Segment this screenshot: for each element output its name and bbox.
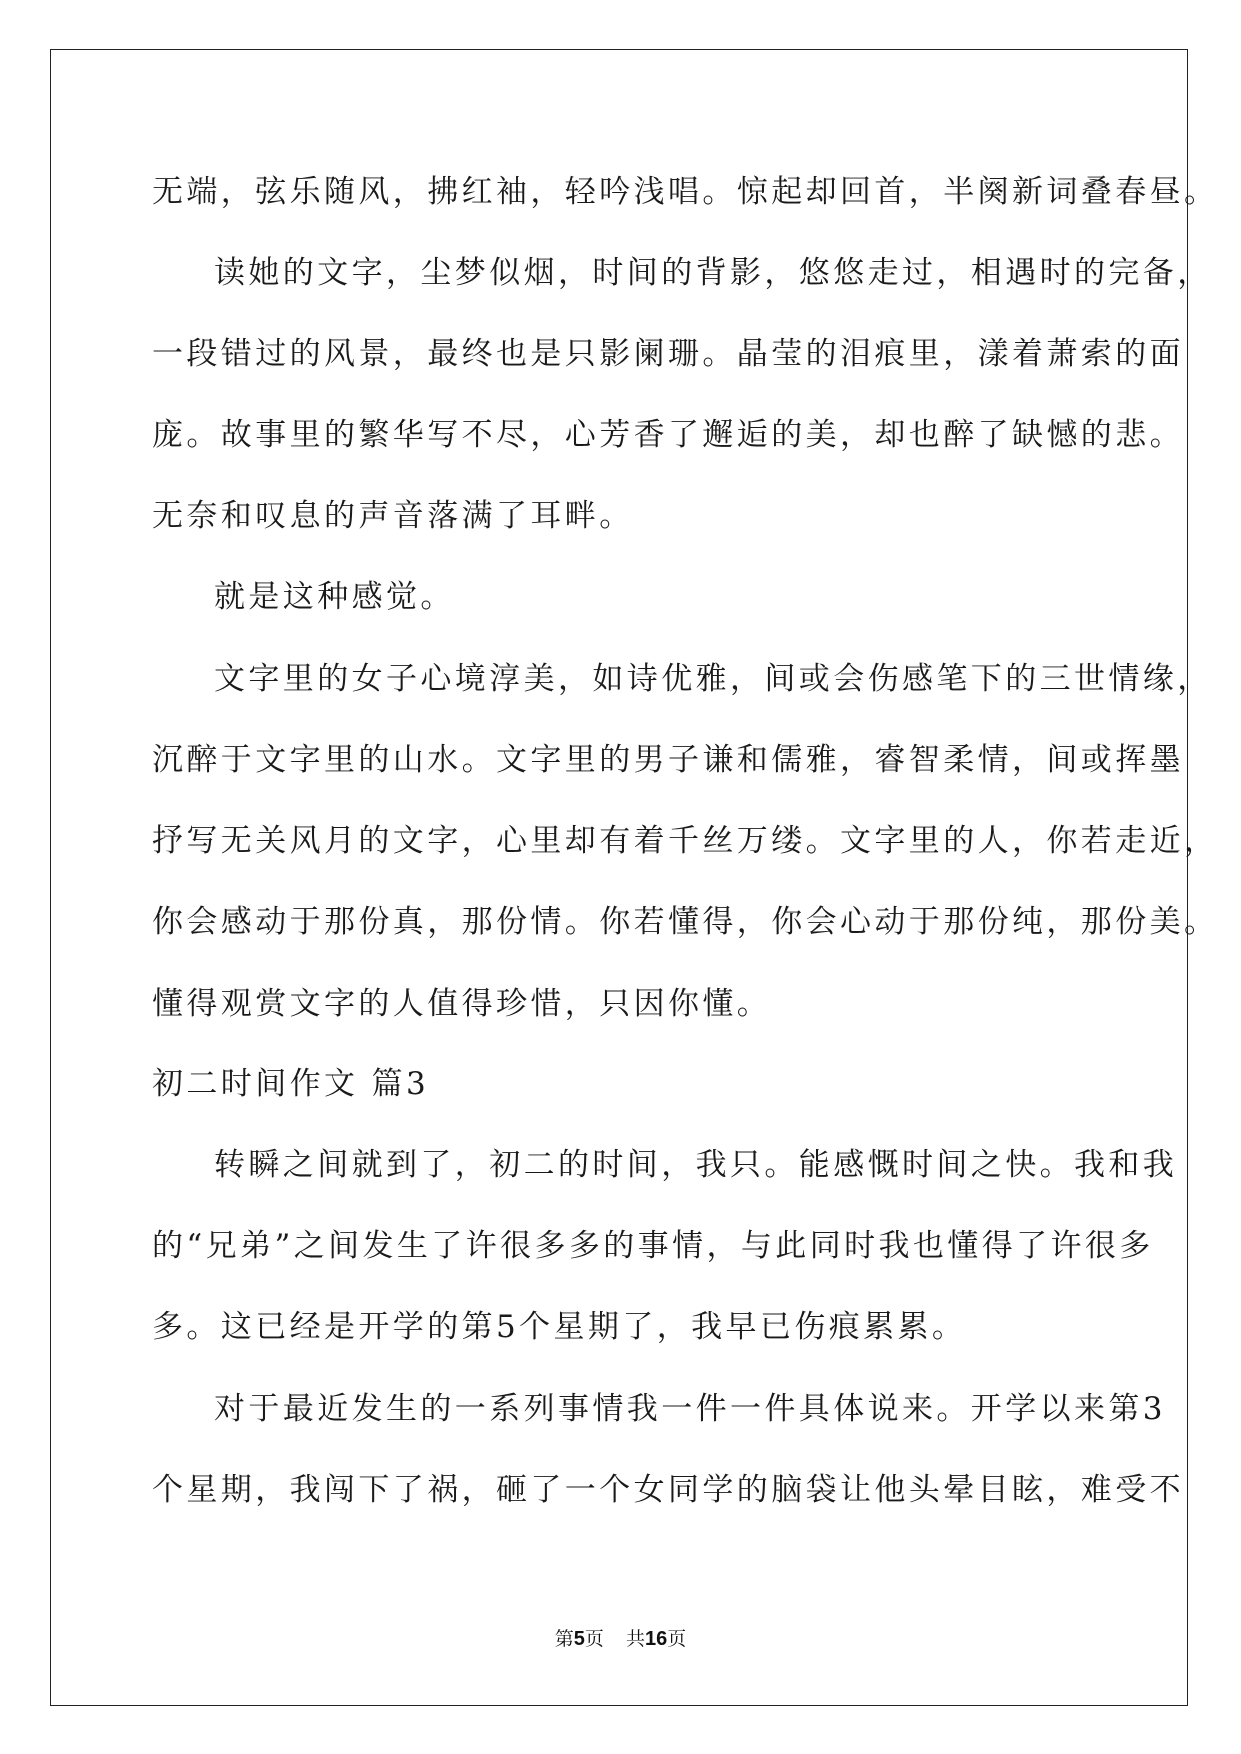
text-line: 对于最近发生的一系列事情我一件一件具体说来。开学以来第3 xyxy=(214,1391,1166,1427)
text-line: 一段错过的风景，最终也是只影阑珊。晶莹的泪痕里，漾着萧索的面 xyxy=(152,336,1184,372)
text-line: 沉醉于文字里的山水。文字里的男子谦和儒雅，睿智柔情，间或挥墨 xyxy=(152,742,1184,778)
text-line: 无奈和叹息的声音落满了耳畔。 xyxy=(152,498,634,534)
text-line: 文字里的女子心境淳美，如诗优雅，间或会伤感笔下的三世情缘， xyxy=(214,661,1212,697)
section-heading: 初二时间作文 篇3 xyxy=(152,1066,430,1102)
text-line: 无端，弦乐随风，拂红袖，轻吟浅唱。惊起却回首，半阕新词叠春昼。 xyxy=(152,174,1219,210)
text-line: 读她的文字，尘梦似烟，时间的背影，悠悠走过，相遇时的完备， xyxy=(214,255,1212,291)
footer-page-prefix: 第 xyxy=(554,1628,574,1650)
text-line: 抒写无关风月的文字，心里却有着千丝万缕。文字里的人，你若走近， xyxy=(152,823,1219,859)
footer-page-total: 16 xyxy=(644,1628,668,1650)
page-border xyxy=(50,49,1188,1706)
page-footer xyxy=(0,1624,1241,1651)
footer-page-mid: 页 xyxy=(584,1628,604,1650)
footer-page-current: 5 xyxy=(573,1628,585,1650)
text-line: 你会感动于那份真，那份情。你若懂得，你会心动于那份纯，那份美。 xyxy=(152,904,1219,940)
text-line: 转瞬之间就到了，初二的时间，我只。能感慨时间之快。我和我 xyxy=(214,1147,1178,1183)
footer-total-suffix: 页 xyxy=(667,1628,687,1650)
text-line: 懂得观赏文字的人值得珍惜，只因你懂。 xyxy=(152,986,772,1022)
text-line: 庞。故事里的繁华写不尽，心芳香了邂逅的美，却也醉了缺憾的悲。 xyxy=(152,417,1184,453)
footer-total-prefix: 共 xyxy=(625,1628,645,1650)
text-line: 就是这种感觉。 xyxy=(214,579,455,615)
text-line: 多。这已经是开学的第5个星期了，我早已伤痕累累。 xyxy=(152,1309,967,1345)
text-line: 的“兄弟”之间发生了许很多多的事情，与此同时我也懂得了许很多 xyxy=(152,1228,1154,1264)
text-line: 个星期，我闯下了祸，砸了一个女同学的脑袋让他头晕目眩，难受不 xyxy=(152,1472,1184,1508)
